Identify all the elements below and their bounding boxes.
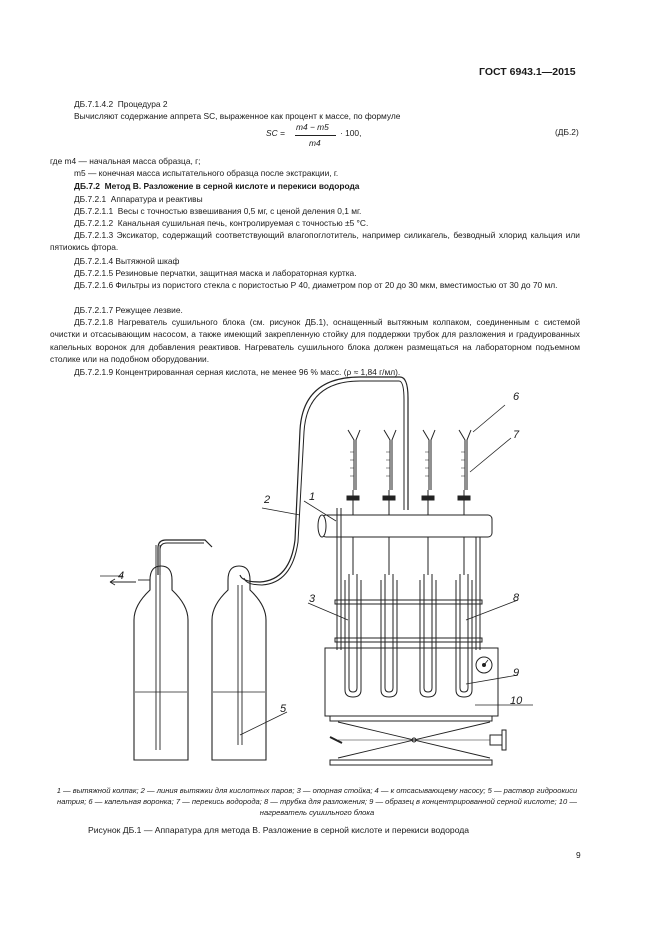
formula-reference: (ДБ.2) — [555, 127, 579, 137]
item-filters: ДБ.7.2.1.6 Фильтры из пористого стекла с пористостью Р 40, диаметром пор от 20 до 30 мкм, вместимостью от 30 до 70 мл. — [74, 280, 558, 290]
formula-factor: · 100, — [340, 128, 362, 138]
method-b-number: ДБ.7.2 — [74, 181, 100, 191]
figure-labels — [118, 391, 523, 715]
figure-label: 5 — [280, 703, 287, 715]
formula-numerator: m4 − m5 — [296, 122, 329, 132]
figure-legend: 1 — вытяжной колпак; 2 — линия вытяжки для кислотных паров; 3 — опорная стойка; 4 — к отсасывающему насосу; 5 — раствор гидроокиси натрия; 6 — капельная воронка; 7 — перекись водорода; 8 — трубка для разложения; 9 — образец в концентрированной серной кислоте; 10 — нагреватель сушильного блока — [56, 786, 578, 817]
suction-line — [156, 377, 408, 750]
lifting-table — [330, 716, 506, 765]
figure-label: 9 — [513, 667, 520, 679]
dropping-funnels — [347, 430, 471, 575]
figure-label: 2 — [264, 494, 271, 506]
item-number: ДБ.7.2.1 — [74, 194, 107, 204]
figure-label: 6 — [513, 391, 520, 403]
item-text: Весы с точностью взвешивания 0,5 мг, с ценой деления 0,1 мг. — [117, 206, 362, 216]
figure-label: 7 — [513, 429, 520, 441]
figure-label: 8 — [513, 592, 520, 604]
where-m5: m5 — конечная масса испытательного образца после экстракции, г. — [74, 168, 339, 178]
item-sulfuric-acid: ДБ.7.2.1.9 Концентрированная серная кислота, не менее 96 % масс. (ρ ≈ 1,84 г/мл). — [74, 367, 401, 377]
item-text: Канальная сушильная печь, контролируемая с точностью ±5 °С. — [117, 218, 369, 228]
procedure-number: ДБ.7.1.4.2 — [74, 99, 114, 109]
item-text: Аппаратура и реактивы — [110, 194, 203, 204]
formula-denominator: m4 — [309, 138, 321, 148]
figure-label: 4 — [118, 570, 125, 582]
item-fume-hood: ДБ.7.2.1.4 Вытяжной шкаф — [74, 256, 180, 266]
absorber-bottles — [110, 566, 266, 760]
figure-label: 1 — [309, 491, 316, 503]
figure-label: 3 — [309, 593, 316, 605]
item-heater: ДБ.7.2.1.8 Нагреватель сушильного блока (см. рисунок ДБ.1), оснащенный вытяжным колпаком, соединенным с системой очистки и отсасывающим насосом, а также имеющий закрепленную стойку для поддержки трубок для разложения и градуированных капельных воронок для добавления реактивов. Нагреватель сушильного блока должен размещаться на лабораторном подъемном столике или на подобном оборудовании. — [50, 317, 580, 364]
item-desiccator: ДБ.7.2.1.3 Эксикатор, содержащий соответствующий влагопоглотитель, например силикагель, безводный хлорид кальция или пятиокись фтора. — [50, 230, 580, 253]
figure-title: Рисунок ДБ.1 — Аппаратура для метода В. Разложение в серной кислоте и перекиси водорода — [88, 825, 470, 835]
item-number: ДБ.7.2.1.2 — [74, 218, 114, 228]
procedure-title: Процедура 2 — [117, 99, 168, 109]
figure-label: 10 — [510, 695, 523, 707]
item-blade: ДБ.7.2.1.7 Режущее лезвие. — [74, 305, 183, 315]
procedure-intro: Вычисляют содержание аппрета SC, выраженное как процент к массе, по формуле — [74, 111, 401, 121]
where-m4: где m4 — начальная масса образца, г; — [50, 156, 201, 166]
method-b-title: Метод В. Разложение в серной кислоте и перекиси водорода — [104, 181, 360, 191]
item-gloves: ДБ.7.2.1.5 Резиновые перчатки, защитная маска и лабораторная куртка. — [74, 268, 357, 278]
page-number: 9 — [576, 850, 581, 860]
formula-lhs: SC = — [266, 128, 285, 138]
item-number: ДБ.7.2.1.1 — [74, 206, 114, 216]
fume-hood-beam — [318, 515, 492, 537]
standard-header: ГОСТ 6943.1—2015 — [479, 66, 576, 78]
digestion-tubes — [345, 574, 472, 697]
